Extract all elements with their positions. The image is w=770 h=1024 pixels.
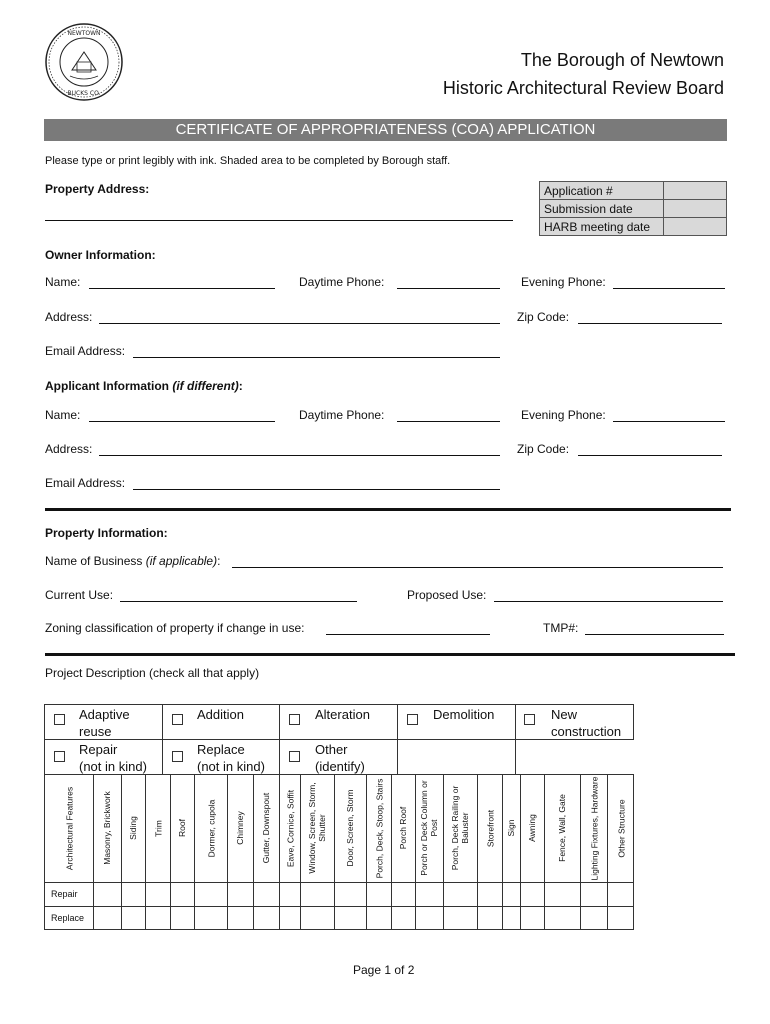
feature-cell[interactable] xyxy=(521,907,543,929)
owner-evening-phone-field[interactable] xyxy=(613,288,725,289)
repair-label: Repair (not in kind) xyxy=(79,742,147,774)
section-divider xyxy=(45,508,731,511)
applicant-daytime-phone-field[interactable] xyxy=(397,421,500,422)
owner-daytime-phone-label: Daytime Phone: xyxy=(299,275,385,289)
addition-label: Addition xyxy=(197,707,244,722)
feature-cell[interactable] xyxy=(478,907,501,929)
feature-column-header: Awning xyxy=(527,814,537,842)
feature-cell[interactable] xyxy=(416,883,442,905)
business-name-label: Name of Business (if applicable): xyxy=(45,554,221,568)
feature-column-header: Roof xyxy=(177,819,187,837)
feature-column-header: Eave, Cornice, Soffit xyxy=(284,789,295,867)
feature-column-header: Gutter, Downspout xyxy=(261,792,271,864)
owner-heading: Owner Information: xyxy=(45,248,156,262)
staff-use-box xyxy=(539,181,727,236)
feature-cell[interactable] xyxy=(254,907,278,929)
applicant-evening-phone-field[interactable] xyxy=(613,421,725,422)
applicant-email-label: Email Address: xyxy=(45,476,126,490)
feature-cell[interactable] xyxy=(416,907,442,929)
property-address-field[interactable] xyxy=(45,220,513,221)
applicant-name-field[interactable] xyxy=(89,421,275,422)
feature-cell[interactable] xyxy=(146,883,169,905)
feature-cell[interactable] xyxy=(392,883,414,905)
organization-name: The Borough of Newtown xyxy=(520,50,724,70)
zoning-label: Zoning classification of property if change in use: xyxy=(45,621,305,635)
proposed-use-field[interactable] xyxy=(494,601,723,602)
property-address-label: Property Address: xyxy=(45,182,150,196)
owner-zip-label: Zip Code: xyxy=(517,310,570,324)
new-construction-label: New construction xyxy=(551,707,622,739)
feature-cell[interactable] xyxy=(254,883,278,905)
feature-cell[interactable] xyxy=(122,907,144,929)
feature-cell[interactable] xyxy=(171,883,193,905)
feature-cell[interactable] xyxy=(444,907,476,929)
applicant-name-label: Name: xyxy=(45,408,81,422)
owner-email-field[interactable] xyxy=(133,357,500,358)
applicant-daytime-phone-label: Daytime Phone: xyxy=(299,408,385,422)
tmp-field[interactable] xyxy=(585,634,724,635)
feature-cell[interactable] xyxy=(228,907,252,929)
feature-column-header: Window, Screen, Storm, Shutter xyxy=(307,782,327,874)
addition-checkbox[interactable] xyxy=(172,714,183,725)
feature-column-header: Porch, Deck Railing or Baluster xyxy=(450,785,470,871)
applicant-zip-label: Zip Code: xyxy=(517,442,570,456)
demolition-label: Demolition xyxy=(433,707,495,722)
feature-cell[interactable] xyxy=(122,883,144,905)
property-heading: Property Information: xyxy=(45,526,168,540)
feature-cell[interactable] xyxy=(228,883,252,905)
feature-cell[interactable] xyxy=(94,907,120,929)
feature-column-header: Other Structure xyxy=(615,798,626,858)
feature-column-header: Lighting Fixtures, Hardware xyxy=(588,776,599,880)
feature-column-header: Porch or Deck Column or Post xyxy=(419,780,439,876)
owner-name-field[interactable] xyxy=(89,288,275,289)
owner-zip-field[interactable] xyxy=(578,323,722,324)
owner-email-label: Email Address: xyxy=(45,344,126,358)
table-rule xyxy=(44,929,634,930)
current-use-field[interactable] xyxy=(120,601,357,602)
submission-date-field[interactable] xyxy=(664,200,727,218)
current-use-label: Current Use: xyxy=(45,588,114,602)
submission-date-label: Submission date xyxy=(540,200,664,218)
demolition-checkbox[interactable] xyxy=(407,714,418,725)
feature-column-header: Fence, Wall, Gate xyxy=(557,794,567,862)
feature-cell[interactable] xyxy=(301,883,333,905)
feature-cell[interactable] xyxy=(367,907,390,929)
feature-cell[interactable] xyxy=(503,883,519,905)
feature-cell[interactable] xyxy=(301,907,333,929)
feature-row-label-replace: Replace xyxy=(51,913,85,923)
applicant-heading: Applicant Information (if different): xyxy=(45,379,243,393)
application-number-label: Application # xyxy=(540,182,664,200)
feature-column-header: Masonry, Brickwork xyxy=(102,791,112,865)
feature-cell[interactable] xyxy=(94,883,120,905)
feature-cell[interactable] xyxy=(335,907,365,929)
replace-checkbox[interactable] xyxy=(172,751,183,762)
feature-column-header: Trim xyxy=(152,819,163,837)
applicant-address-field[interactable] xyxy=(99,455,500,456)
feature-cell[interactable] xyxy=(367,883,390,905)
repair-checkbox[interactable] xyxy=(54,751,65,762)
proposed-use-label: Proposed Use: xyxy=(407,588,487,602)
owner-evening-phone-label: Evening Phone: xyxy=(521,275,606,289)
feature-column-header: Sign xyxy=(506,819,516,837)
borough-seal-logo xyxy=(44,22,124,102)
feature-row-label-repair: Repair xyxy=(51,889,78,899)
section-divider xyxy=(45,653,735,656)
harb-meeting-date-field[interactable] xyxy=(664,218,727,236)
board-name: Historic Architectural Review Board xyxy=(442,78,724,98)
feature-cell[interactable] xyxy=(545,883,579,905)
feature-cell[interactable] xyxy=(503,907,519,929)
zoning-field[interactable] xyxy=(326,634,490,635)
adaptive-reuse-label: Adaptive reuse xyxy=(79,707,130,739)
feature-cell[interactable] xyxy=(335,883,365,905)
other-checkbox[interactable] xyxy=(289,751,300,762)
features-row-header: Architectural Features xyxy=(63,786,74,870)
replace-label: Replace (not in kind) xyxy=(197,742,265,774)
harb-meeting-date-label: HARB meeting date xyxy=(540,218,664,236)
feature-column-header: Porch Roof xyxy=(398,806,408,850)
feature-cell[interactable] xyxy=(280,883,299,905)
feature-cell[interactable] xyxy=(146,907,169,929)
feature-cell[interactable] xyxy=(280,907,299,929)
architectural-features-table xyxy=(44,774,634,931)
feature-cell[interactable] xyxy=(478,883,501,905)
alteration-label: Alteration xyxy=(315,707,370,722)
new-construction-checkbox[interactable] xyxy=(524,714,535,725)
feature-column-header: Chimney xyxy=(235,811,245,845)
instructions: Please type or print legibly with ink. Shaded area to be completed by Borough staff. xyxy=(45,155,451,167)
applicant-evening-phone-label: Evening Phone: xyxy=(521,408,606,422)
business-name-field[interactable] xyxy=(232,567,723,568)
feature-column-header: Dormer, cupola xyxy=(205,799,216,857)
owner-address-label: Address: xyxy=(45,310,93,324)
feature-cell[interactable] xyxy=(171,907,193,929)
feature-column-header: Porch, Deck, Stoop, Stairs xyxy=(373,778,384,878)
application-number-field[interactable] xyxy=(664,182,727,200)
feature-column-header: Storefront xyxy=(484,809,495,847)
feature-cell[interactable] xyxy=(444,883,476,905)
project-description-heading: Project Description (check all that apply) xyxy=(45,666,260,680)
feature-cell[interactable] xyxy=(608,883,633,905)
feature-cell[interactable] xyxy=(581,883,606,905)
feature-cell[interactable] xyxy=(195,907,226,929)
owner-address-field[interactable] xyxy=(99,323,500,324)
applicant-zip-field[interactable] xyxy=(578,455,722,456)
table-rule xyxy=(44,774,634,775)
owner-daytime-phone-field[interactable] xyxy=(397,288,500,289)
adaptive-reuse-checkbox[interactable] xyxy=(54,714,65,725)
alteration-checkbox[interactable] xyxy=(289,714,300,725)
applicant-email-field[interactable] xyxy=(133,489,500,490)
feature-cell[interactable] xyxy=(521,883,543,905)
feature-cell[interactable] xyxy=(392,907,414,929)
feature-cell[interactable] xyxy=(545,907,579,929)
feature-column-header: Door, Screen, Storm xyxy=(345,789,355,867)
other-label: Other (identify) xyxy=(315,742,365,774)
feature-cell[interactable] xyxy=(608,907,633,929)
feature-column-header: Siding xyxy=(128,816,138,840)
svg-text:NEWTOWN: NEWTOWN xyxy=(67,30,101,37)
page-number: Page 1 of 2 xyxy=(353,963,415,977)
tmp-label: TMP#: xyxy=(543,621,579,635)
owner-name-label: Name: xyxy=(45,275,81,289)
svg-text:BUCKS CO.: BUCKS CO. xyxy=(67,90,101,97)
feature-cell[interactable] xyxy=(195,883,226,905)
feature-cell[interactable] xyxy=(581,907,606,929)
applicant-address-label: Address: xyxy=(45,442,93,456)
form-title-banner: CERTIFICATE OF APPROPRIATENESS (COA) APPLICATION xyxy=(44,119,727,141)
